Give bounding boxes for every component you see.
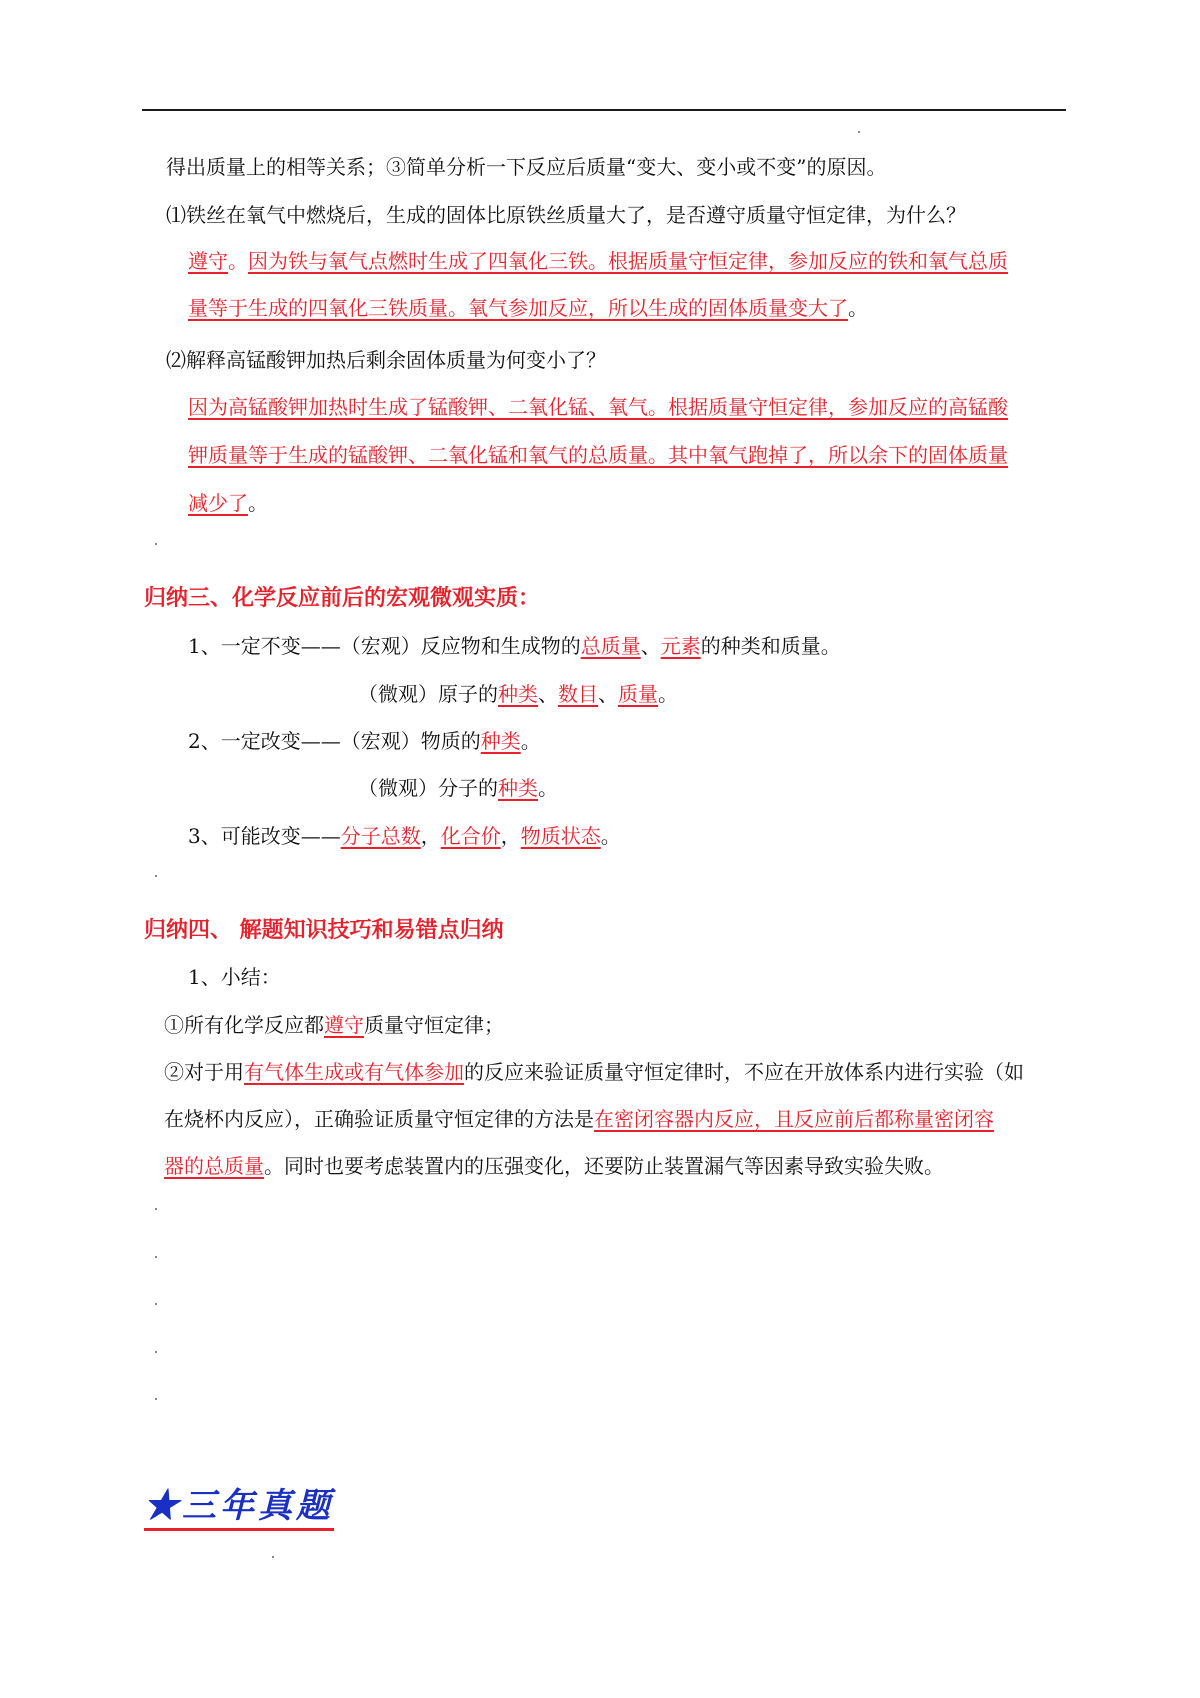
- change-micro: （微观）分子的种类。: [358, 776, 558, 800]
- keyword: 遵守: [324, 1013, 364, 1037]
- artifact-dot: [155, 1398, 157, 1400]
- keyword: 数目: [558, 682, 598, 706]
- keyword: 种类: [498, 776, 538, 800]
- summary-item-2: [164, 1057, 1024, 1087]
- label: 。同时也要考虑装置内的压强变化，还要防止装置漏气等因素导致实验失败。: [264, 1154, 944, 1178]
- answer-1-line-2: 量等于生成的四氧化三铁质量。氧气参加反应，所以生成的固体质量变大了。: [188, 296, 868, 320]
- artifact-dot: [155, 1351, 157, 1353]
- label: ②对于用: [164, 1060, 244, 1084]
- keyword: 元素: [660, 634, 701, 658]
- change-macro: 2、一定改变——（宏观）物质的种类。: [188, 729, 541, 753]
- keyword: 在密闭容器内反应，且反应前后都称量密闭容: [594, 1107, 994, 1131]
- artifact-dot: [155, 1208, 157, 1210]
- keyword: 总质量: [580, 634, 641, 658]
- answer-1-text-2: 量等于生成的四氧化三铁质量。氧气参加反应，所以生成的固体质量变大了: [188, 296, 848, 320]
- answer-2-line-2: [188, 440, 1008, 470]
- label: （微观）原子的: [358, 682, 498, 706]
- label: 质量守恒定律；: [364, 1013, 504, 1037]
- summary-item-2-end: [164, 1151, 944, 1181]
- keyword: 分子总数: [340, 824, 421, 848]
- header-rule: [142, 109, 1066, 111]
- artifact-dot: [155, 1303, 157, 1305]
- keyword: 质量: [618, 682, 658, 706]
- section-heading-4: 归纳四、 解题知识技巧和易错点归纳: [144, 918, 504, 943]
- artifact-dot: [858, 131, 860, 133]
- label: 的种类和质量。: [700, 634, 841, 658]
- keyword: 有气体生成或有气体参加: [244, 1060, 464, 1084]
- label: 在烧杯内反应），正确验证质量守恒定律的方法是: [164, 1107, 594, 1131]
- answer-1-line-1: 遵守。因为铁与氧气点燃时生成了四氧化三铁。根据质量守恒定律，参加反应的铁和氧气总质: [188, 249, 1008, 273]
- label: 1、一定不变——（宏观）反应物和生成物的: [188, 634, 581, 658]
- label: 3、可能改变——: [188, 824, 341, 848]
- summary-item-2-cont: [164, 1104, 994, 1134]
- answer-2-text-3: 减少了: [188, 491, 248, 515]
- label: 的反应来验证质量守恒定律时，不应在开放体系内进行实验（如: [464, 1060, 1024, 1084]
- paragraph-intro: 得出质量上的相等关系；③简单分析一下反应后质量“变大、变小或不变”的原因。: [166, 155, 887, 179]
- artifact-dot: [155, 543, 157, 545]
- question-2: ⑵解释高锰酸钾加热后剩余固体质量为何变小了？: [166, 348, 606, 372]
- answer-2-text-1: 因为高锰酸钾加热时生成了锰酸钾、二氧化锰、氧气。根据质量守恒定律，参加反应的高锰酸: [188, 395, 1008, 419]
- answer-1-text: 因为铁与氧气点燃时生成了四氧化三铁。根据质量守恒定律，参加反应的铁和氧气总质: [248, 249, 1008, 273]
- keyword: 种类: [480, 729, 521, 753]
- keyword: 种类: [498, 682, 538, 706]
- label: ①所有化学反应都: [164, 1013, 324, 1037]
- keyword: 物质状态: [520, 824, 601, 848]
- keyword: 化合价: [440, 824, 501, 848]
- label: 2、一定改变——（宏观）物质的: [188, 729, 481, 753]
- invariant-macro: 1、一定不变——（宏观）反应物和生成物的总质量、元素的种类和质量。: [188, 634, 841, 658]
- keyword: 器的总质量: [164, 1154, 264, 1178]
- answer-2-line-3: 减少了。: [188, 491, 268, 515]
- answer-1-keyword: 遵守: [188, 249, 228, 273]
- artifact-dot: [155, 1256, 157, 1258]
- answer-2-line-1: [188, 392, 1008, 422]
- invariant-micro: （微观）原子的种类、数目、质量。: [358, 682, 678, 706]
- section-heading-3: 归纳三、化学反应前后的宏观微观实质：: [144, 586, 541, 611]
- artifact-dot: [155, 875, 157, 877]
- answer-2-text-2: 钾质量等于生成的锰酸钾、二氧化锰和氧气的总质量。其中氧气跑掉了，所以余下的固体质量: [188, 443, 1008, 467]
- artifact-dot: [272, 1556, 274, 1558]
- summary-item-1: [164, 1010, 504, 1040]
- may-change: 3、可能改变——分子总数，化合价，物质状态。: [188, 824, 621, 848]
- summary-title: 1、小结：: [188, 965, 281, 989]
- three-year-exam-title: ★三年真题: [144, 1486, 334, 1531]
- label: （微观）分子的: [358, 776, 498, 800]
- question-1: ⑴铁丝在氧气中燃烧后，生成的固体比原铁丝质量大了，是否遵守质量守恒定律，为什么？: [166, 203, 966, 227]
